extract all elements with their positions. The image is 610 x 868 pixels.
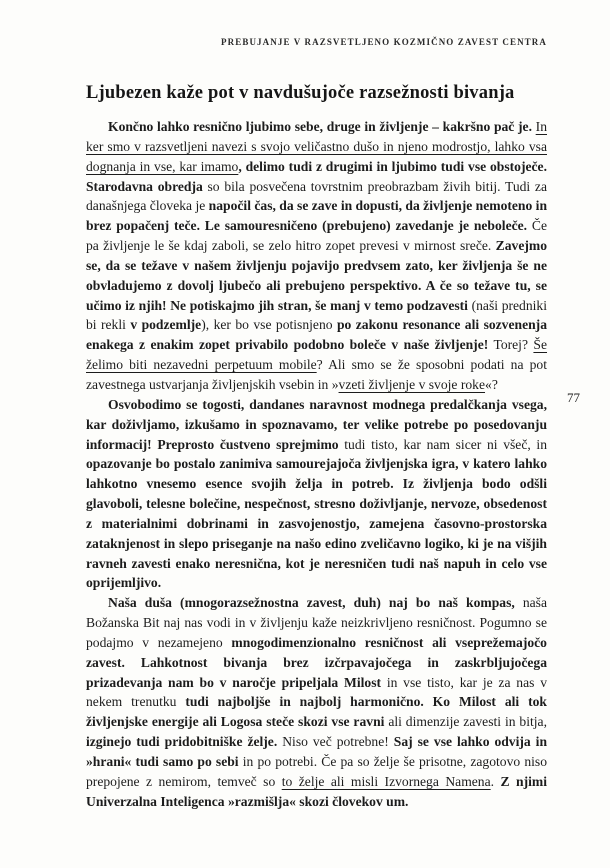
text-run: Končno lahko resnično ljubimo sebe, druge in življenje – kakršno pač je. [108,119,536,134]
running-header: PREBUJANJE V RAZSVETLJENO KOZMIČNO ZAVEST CENTRA [221,37,547,47]
text-run: , delimo tudi z drugimi in ljubimo tudi vse obstoječe. Starodavna obredja [86,158,547,194]
text-run: Še želimo biti nezavedni perpetuum mobile [86,337,548,373]
text-run: Saj se vse lahko odvija in »hrani« tudi samo po sebi [86,734,548,769]
text-run: . [490,773,501,789]
text-run: Torej? [488,337,534,353]
chapter-title: Ljubezen kaže pot v navdušujoče razsežnosti bivanja [86,83,515,104]
text-run: naša Božanska Bit naj nas vodi in v življenju kaže neizkrivljeno resničnost. Pogumno se podajmo v nezamejeno [86,595,547,650]
text-run: in po potrebi. Če pa so želje še prisotne, zagotovo niso prepojene z nemirom, temveč so [86,754,547,789]
text-run: Osvobodimo se togosti, dandanes naravnost modnega predalčkanja vsega, kar doživljamo, izkušamo in spoznavamo, ter velike potrebe po posedovanju informacij! Preprosto čustveno sprejmimo [86,396,547,452]
text-run: Naša duša (mnogorazsežnostna zavest, duh) naj bo naš kompas, [108,595,523,611]
page-number: 77 [567,390,580,405]
text-run: In ker smo v razsvetljeni navezi s svojo veličastno dušo in njeno modrostjo, lahko vsa dognanja in vse, kar imamo [86,119,547,174]
text-run: v podzemlje [130,317,202,333]
text-run: tudi tisto, kar nam sicer ni všeč, in [344,436,547,452]
text-run: mnogodimenzionalno resničnost ali vseprežemajočo zavest. Lahkotnost bivanja brez izčrpavajočega in zaskrbljujočega prizadevanja nam bo v naročje pripeljala Milost [86,634,547,690]
text-run: (naši predniki bi rekli [86,297,547,333]
text-run: izginejo tudi pridobitniške želje. [86,734,283,750]
text-run: to želje ali misli Izvornega Namena [281,773,491,789]
text-run: tudi najboljše in najbolj harmonično. Ko Milost ali tok življenjske energije ali Logosa steče skozi vse ravni [86,694,547,730]
text-run: Če pa življenje le še kdaj zaboli, se zelo hitro zopet prevesi v mirnost sreče. [86,218,548,254]
text-run: «? [485,376,498,392]
paragraph [86,395,547,593]
text-run: ), ker bo vse potisnjeno [201,317,337,333]
text-run: Niso več potrebne! [282,734,394,750]
text-run: Z njimi Univerzalna Inteligenca »razmišlja« skozi človekov um. [86,773,547,809]
text-run: vzeti življenje v svoje roke [338,376,486,392]
text-run: opazovanje bo postalo zanimiva samourejajoča življenjska igra, v katero lahko lahkotno vnesemo esence svojih želja in potreb. Iz življenja bodo odšli glavoboli, telesne bolečine, nespečnost, stresno doživljanje, nervoze, obsedenost z materialnimi dobrinami in zasvojenostjo, zamejena časovno-prostorska zataknjenost in slepo priseganje na našo edino zveličavno logiko, ki je na višjih ravneh zavesti enako neresnična, kot je neresničen tudi naš napuh in celo vse oprijemljivo. [86,456,547,591]
paragraph [86,593,547,811]
text-run: so bila posvečena tovrstnim preobrazbam živih bitij. Tudi za današnjega človeka je [86,178,547,214]
text-run: po zakonu resonance ali sozvenenja enakega z enakim zopet privabilo podobno boleče v naše življenje! [86,317,547,353]
text-run: ? Ali smo se že sposobni podati na pot zavestnega ustvarjanja življenjskih vsebin in » [86,357,547,392]
text-run: napočil čas, da se zave in dopusti, da življenje nemoteno in brez popačenj teče. Le samouresničeno (prebujeno) zavedanje je neboleče. [86,198,548,234]
text-run: ali dimenzije zavesti in bitja, [388,714,547,730]
paragraph [86,117,547,395]
text-run: Zavejmo se, da se težave v našem življenju pojavijo predvsem zato, ker življenja še ne obvladujemo z dovolj ljubečo ali prebujeno perspektivo. A če so težave tu, se učimo iz njih! Ne potiskajmo jih stran, še manj v temo podzavesti [86,238,547,313]
text-run: in vse tisto, kar je za nas v nekem trenutku [86,674,547,710]
body-text [86,117,547,812]
